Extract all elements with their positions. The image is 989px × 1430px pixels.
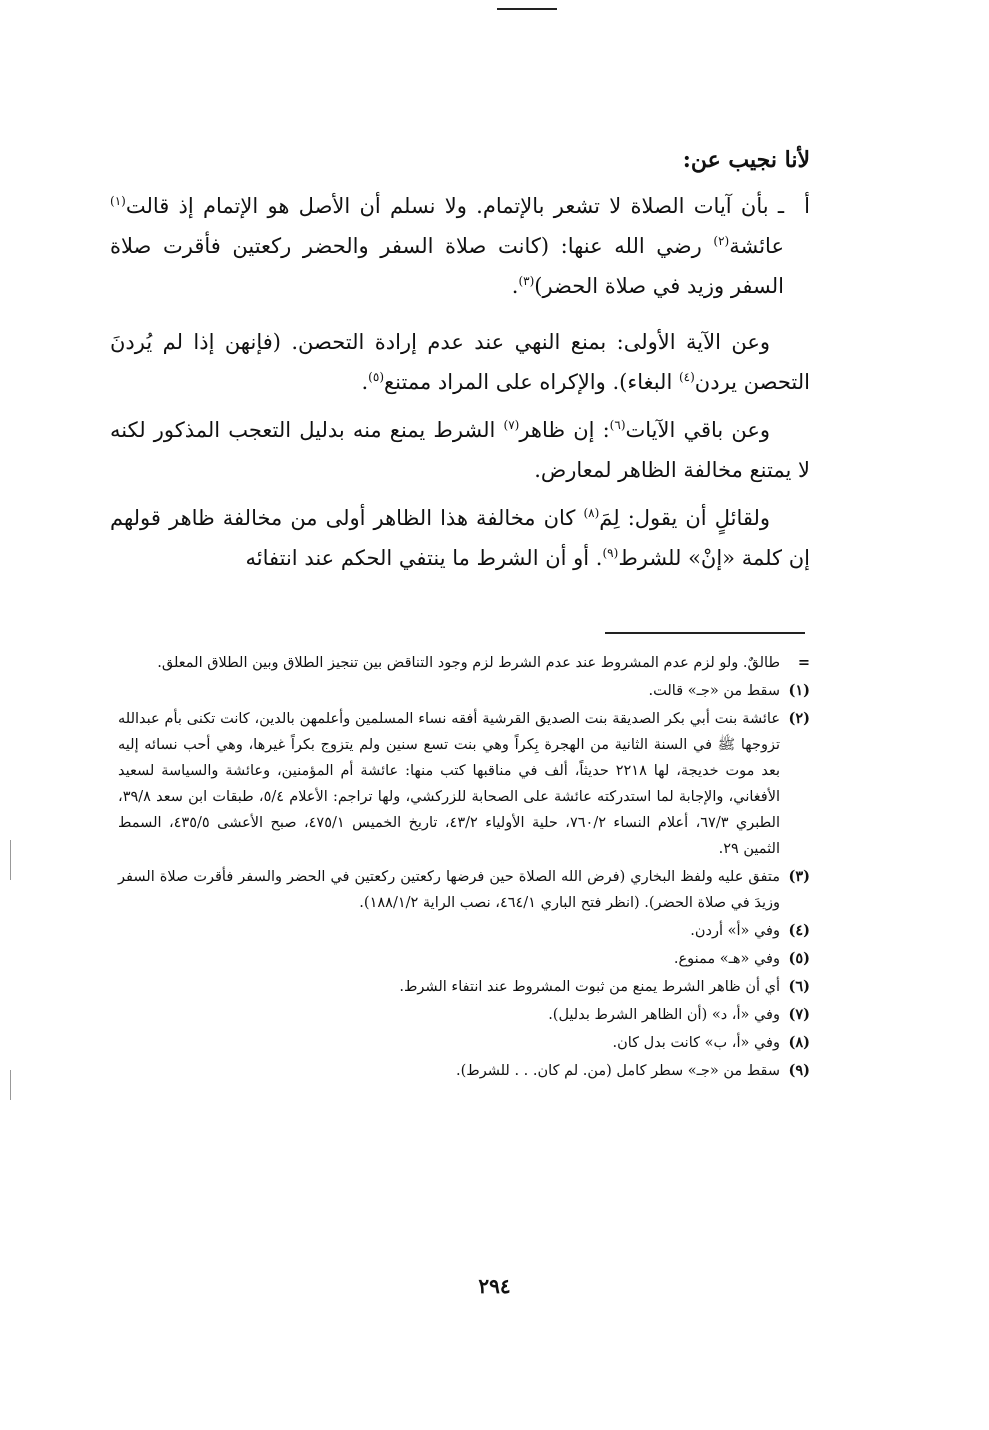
- footnote-text: وفي «أ، د» (أن الظاهر الشرط بدليل).: [548, 1007, 780, 1023]
- footnote-ref: (١): [110, 194, 126, 208]
- top-rule: [497, 8, 557, 10]
- footnote-number: (٦): [788, 978, 810, 995]
- footnote-number: (٨): [788, 1034, 810, 1051]
- footnote-item: [118, 706, 810, 862]
- footnote-text: سقط من «جـ» قالت.: [648, 683, 780, 699]
- footnote-number: (١): [788, 682, 810, 699]
- footnote-number: (٤): [788, 922, 810, 939]
- footnote-number: (٥): [788, 950, 810, 967]
- text-segment: رضي الله عنها: (كانت صلاة السفر والحضر ركعتين فأقرت صلاة السفر وزيد في صلاة الحضر): [110, 234, 784, 298]
- footnote-ref: (٣): [518, 274, 535, 288]
- list-marker: أ: [804, 194, 810, 218]
- text-segment: : إن ظاهر: [519, 418, 610, 442]
- footnote-number: (٧): [788, 1006, 810, 1023]
- footnote-ref: (٧): [503, 418, 520, 432]
- text-segment: وعن الآية الأولى: بمنع النهي عند عدم إرادة التحصن. (فإنهن إذا لم يُردنَ التحصن يردن: [110, 330, 810, 394]
- section-heading: لأنا نجيب عن:: [682, 147, 810, 173]
- text-segment: .: [361, 370, 369, 394]
- paragraph-2: [110, 322, 810, 402]
- text-segment: وعن باقي الآيات: [625, 418, 770, 442]
- paragraph-4: [110, 498, 810, 578]
- footnote-text: وفي «أ» أردن.: [690, 923, 780, 939]
- scan-margin-mark: [10, 840, 11, 880]
- footnote-item: [118, 946, 810, 972]
- footnote-text: وفي «هـ» ممنوع.: [673, 951, 780, 967]
- footnote-item: [118, 678, 810, 704]
- page-number: ٢٩٤: [478, 1274, 511, 1298]
- text-segment: كان مخالفة هذا الظاهر أولى من مخالفة ظاهر قولهم إن كلمة «إنْ» للشرط: [110, 506, 810, 570]
- footnote-ref: (٨): [583, 506, 600, 520]
- footnote-number: (٢): [788, 710, 810, 727]
- footnote-item: [118, 864, 810, 916]
- footnote-item: [118, 974, 810, 1000]
- footnote-text: طالقٌ. ولو لزم عدم المشروط عند عدم الشرط لزم وجود التناقض بين تنجيز الطلاق وبين الطلاق المعلق.: [157, 655, 780, 671]
- footnote-item: [118, 1030, 810, 1056]
- text-segment: ولقائلٍ أن يقول: لِمَ: [599, 506, 770, 530]
- footnote-item: [118, 1002, 810, 1028]
- footnote-number: (٣): [788, 868, 810, 885]
- footnote-item: [118, 918, 810, 944]
- list-item-a: [110, 186, 810, 314]
- footnote-ref: (٦): [609, 418, 626, 432]
- footnote-ref: (٥): [368, 370, 384, 384]
- footnote-text: وفي «أ، ب» كانت بدل كان.: [612, 1035, 780, 1051]
- text-segment: . أو أن الشرط ما ينتفي الحكم عند انتفائه: [245, 546, 603, 570]
- paragraph-3: [110, 410, 810, 490]
- text-segment: الشرط يمنع منه بدليل التعجب المذكور لكنه لا يمتنع مخالفة الظاهر لمعارض.: [110, 418, 810, 482]
- main-text: [110, 140, 810, 586]
- footnote-number: (٩): [788, 1062, 810, 1079]
- footnote-ref: (٢): [713, 234, 730, 248]
- footnote-text: أي أن ظاهر الشرط يمنع من ثبوت المشروط عند انتفاء الشرط.: [399, 979, 780, 995]
- footnote-text: متفق عليه ولفظ البخاري (فرض الله الصلاة حين فرضها ركعتين ركعتين في الحضر والسفر فأقرت صلاة السفر وزيدَ في صلاة الحضر). (انظر فتح الباري ٤٦٤/١، نصب الراية ١٨٨/١/٢).: [118, 869, 780, 911]
- footnotes: [118, 650, 810, 1086]
- footnote-ref: (٩): [602, 546, 619, 560]
- text-segment: البغاء). والإكراه على المراد ممتنع: [384, 370, 679, 394]
- footnote-text: سقط من «جـ» سطر كامل (من. لم كان. . . للشرط).: [456, 1063, 780, 1079]
- footnote-text: عائشة بنت أبي بكر الصديقة بنت الصديق القرشية أفقه نساء المسلمين وأعلمهن بالدين، كانت تكنى بأم عبدالله تزوجها ﷺ في السنة الثانية من الهجرة بِكراً وهي بنت تسع سنين ولم يتزوج بكراً غيرها، وهي أحب نسائه إليه بعد موت خديجة، لها ٢٢١٨ حديثاً، ألف في مناقبها كتب منها: عائشة أم المؤمنين، وعائشة والسياسة لسعيد الأفغاني، والإجابة لما استدركته عائشة على الصحابة للزركشي، ولها تراجم: الأعلام ٥/٤، طبقات ابن سعد ٣٩/٨، الطبري ٦٧/٣، أعلام النساء ٧٦٠/٢، حلية الأولياء ٤٣/٢، تاريخ الخميس ٤٧٥/١، صبح الأعشى ٤٣٥/٥، السمط الثمين ٢٩.: [118, 711, 780, 857]
- footnote-item: [118, 650, 810, 676]
- footnote-ref: (٤): [678, 370, 695, 384]
- list-item-body: [110, 186, 784, 306]
- footnote-number: =: [797, 654, 810, 671]
- scan-margin-mark: [10, 1070, 11, 1100]
- text-segment: ـ بأن آيات الصلاة لا تشعر بالإتمام. ولا نسلم أن الأصل هو الإتمام إذ قالت: [125, 194, 784, 218]
- footnote-separator: [605, 632, 805, 634]
- text-segment: عائشة: [729, 234, 784, 258]
- text-segment: .: [511, 274, 519, 298]
- footnote-item: [118, 1058, 810, 1084]
